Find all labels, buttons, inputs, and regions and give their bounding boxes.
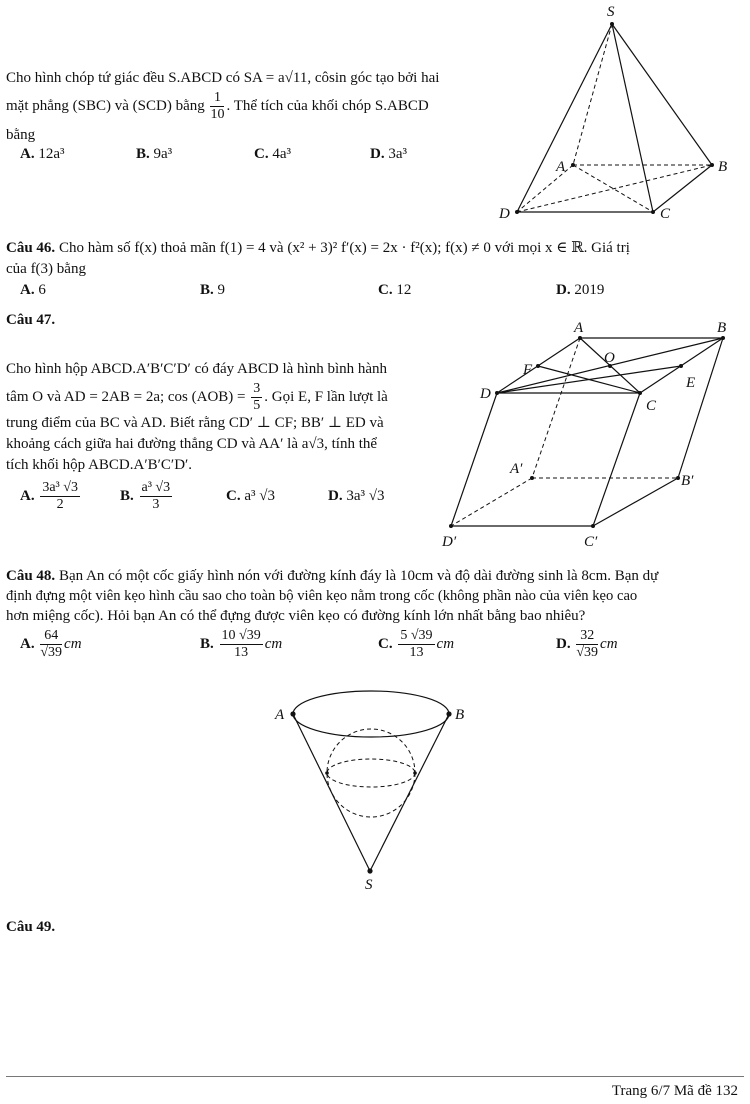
q47-line4: khoảng cách giữa hai đường thẳng CD và AA′ là a√3, tính thể (6, 436, 378, 452)
parallelepiped-figure (440, 320, 740, 550)
q46-option-c[interactable]: C. 12 (378, 282, 412, 298)
label-b: B (717, 320, 727, 336)
label-f: F (523, 362, 533, 378)
cone-figure (265, 690, 485, 900)
edge-aa1-hidden (532, 338, 580, 478)
label-c: C (646, 398, 657, 414)
label-e: E (686, 375, 696, 391)
label-b: B (718, 159, 728, 175)
q48-option-b[interactable]: B. $\frac{10 √39}{13}$ cm (200, 628, 283, 660)
edge-dd1 (451, 393, 497, 526)
label-s: S (607, 4, 615, 20)
q47-option-a[interactable]: A. $\frac{\text{3a³ √3}}{2}$ (20, 480, 78, 512)
q45-fraction: $\frac{1}{10}$ (210, 90, 225, 122)
q47-line2: tâm O và AD = 2AB = 2a; cos (AOB) = $\frac{3}{5}$ . Gọi E, F lần lượt là (6, 381, 388, 413)
label-b: B (455, 707, 465, 723)
q45-option-c[interactable]: C. 4a³ (254, 146, 291, 162)
label-b1: B′ (681, 473, 694, 489)
label-a: A (556, 159, 566, 175)
edge-c1b1 (593, 478, 678, 526)
label-a: A (574, 320, 584, 336)
q47-option-c[interactable]: C. a³ √3 (226, 488, 275, 504)
edge-cc1 (593, 393, 640, 526)
pyramid-figure (490, 0, 740, 230)
q48-option-d[interactable]: D. $\frac{32}{√39}$ cm (556, 628, 618, 660)
edge-sd (517, 24, 612, 212)
q45-line3: bằng (6, 127, 36, 143)
label-o: O (604, 350, 615, 366)
sphere-equator (327, 759, 415, 787)
q48-option-c[interactable]: C. $\frac{5 √39}{13}$ cm (378, 628, 455, 660)
q45-line2: mặt phẳng (SBC) và (SCD) bằng $\frac{1}{10}$ . Thể tích của khối chóp S.ABCD (6, 90, 429, 122)
label-a1: A′ (510, 461, 523, 477)
label-d: D (499, 206, 510, 222)
q47-fraction: $\frac{3}{5}$ (253, 381, 261, 413)
q47-line1: Cho hình hộp ABCD.A′B′C′D′ có đáy ABCD là hình bình hành (6, 361, 388, 377)
q45-option-d[interactable]: D. 3a³ (370, 146, 407, 162)
page-footer: Trang 6/7 Mã đề 132 (611, 1083, 738, 1099)
q48-option-a[interactable]: A. $\frac{64}{√39}$ cm (20, 628, 82, 660)
edge-a1d1-hidden (451, 478, 532, 526)
label-a: A (275, 707, 285, 723)
edge-bb1 (678, 338, 723, 478)
q48-line2: định đựng một viên kẹo hình cầu sao cho toàn bộ viên kẹo nằm trong cốc (không phần nào của viên kẹo cao (6, 588, 638, 604)
cone-side-left (293, 714, 370, 871)
candy-sphere (327, 729, 415, 817)
q46-option-b[interactable]: B. 9 (200, 282, 226, 298)
q47-line3: trung điểm của BC và AD. Biết rằng CD′ ⊥ CF; BB′ ⊥ ED và (6, 415, 384, 431)
label-c: C (660, 206, 671, 222)
q46-line1: Câu 46. Cho hàm số f(x) thoả mãn f(1) = 4 và (x² + 3)² f′(x) = 2x · f²(x); f(x) ≠ 0 với mọi x ∈ ℝ. Giá trị (6, 240, 630, 256)
q46-option-d[interactable]: D. 2019 (556, 282, 605, 298)
q47-line5: tích khối hộp ABCD.A′B′C′D′. (6, 457, 193, 473)
q45-option-a[interactable]: A. 12a³ (20, 146, 65, 162)
q49-label: Câu 49. (6, 919, 56, 935)
q47-option-b[interactable]: B. $\frac{\text{a³ √3}}{3}$ (120, 480, 171, 512)
q46-line2: của f(3) bằng (6, 261, 86, 277)
q48-line1: Câu 48. Bạn An có một cốc giấy hình nón với đường kính đáy là 10cm và độ dài đường sinh là 8cm. Bạn dự (6, 568, 659, 584)
label-d: D (480, 386, 491, 402)
q46-label: Câu 46. (6, 240, 56, 256)
label-c1: C′ (584, 534, 598, 550)
q45-option-b[interactable]: B. 9a³ (136, 146, 173, 162)
q47-label: Câu 47. (6, 312, 56, 328)
q46-option-a[interactable]: A. 6 (20, 282, 46, 298)
footer-divider (6, 1076, 744, 1077)
q47-option-d[interactable]: D. 3a³ √3 (328, 488, 385, 504)
label-s: S (365, 877, 373, 893)
cone-side-right (370, 714, 449, 871)
q48-label: Câu 48. (6, 568, 56, 584)
label-d1: D′ (442, 534, 457, 550)
q45-line1: Cho hình chóp tứ giác đều S.ABCD có SA = a√11, côsin góc tạo bởi hai (6, 70, 440, 86)
edge-sa-hidden (573, 24, 612, 165)
cone-rim (293, 691, 449, 737)
q48-line3: hơn miệng cốc). Hỏi bạn An có thể đựng được viên kẹo có đường kính lớn nhất bằng bao nhiêu? (6, 608, 586, 624)
